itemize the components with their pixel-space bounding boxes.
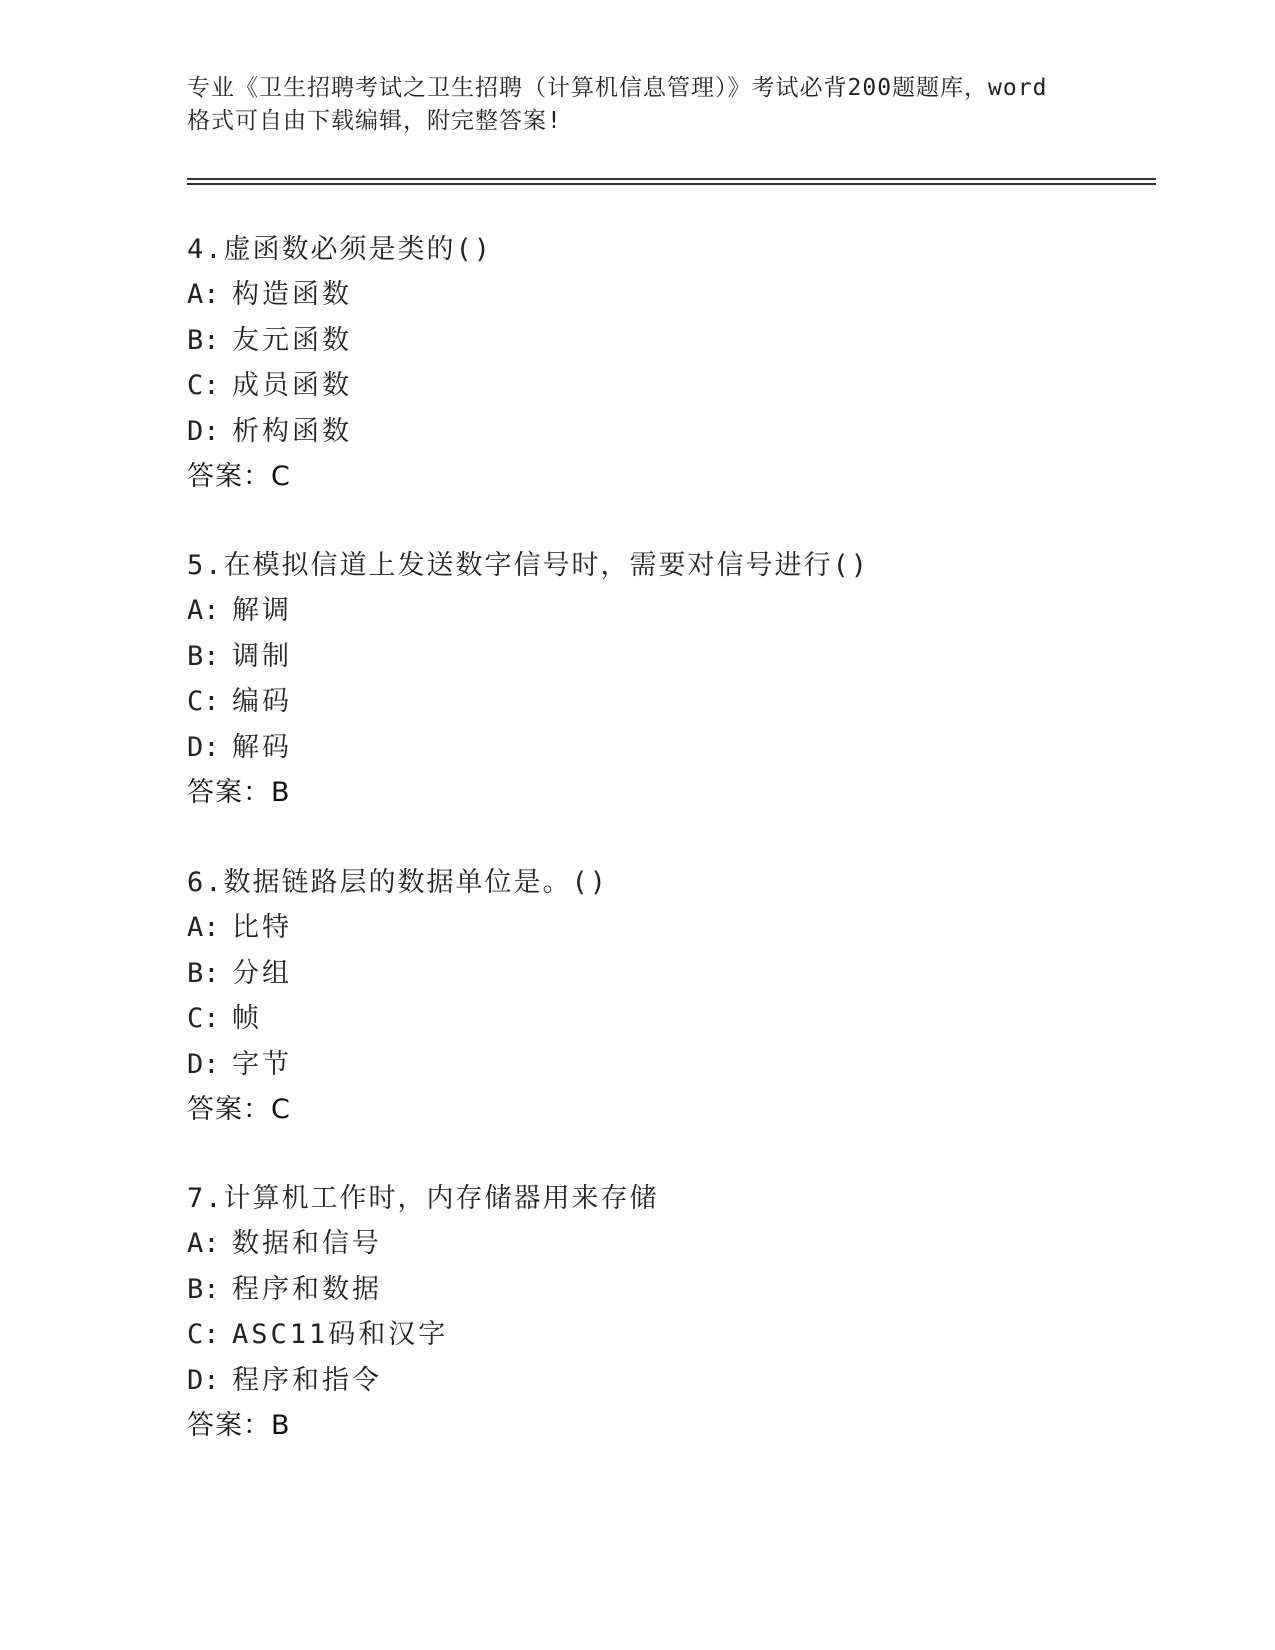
option-a — [187, 910, 1147, 956]
question-title: 7.计算机工作时，内存储器用来存储 — [187, 1183, 659, 1214]
option-text: 程序和数据 — [232, 1273, 382, 1305]
option-b — [187, 639, 1147, 685]
option-key: D: — [187, 415, 220, 447]
question-item — [187, 1181, 1147, 1443]
option-d — [187, 1363, 1147, 1409]
answer-line: 答案：B — [187, 1410, 291, 1441]
question-title: 4.虚函数必须是类的() — [187, 234, 493, 265]
option-b — [187, 956, 1147, 1002]
option-text: 分组 — [232, 957, 292, 989]
option-key: C: — [187, 1319, 220, 1350]
option-c — [187, 1001, 1147, 1047]
question-title: 6.数据链路层的数据单位是。() — [187, 867, 609, 898]
option-text: 构造函数 — [232, 279, 352, 310]
option-b — [187, 323, 1147, 369]
option-a — [187, 277, 1147, 323]
option-d — [187, 414, 1147, 460]
option-d — [187, 730, 1147, 776]
option-key: C: — [187, 686, 220, 717]
answer-line: 答案：C — [187, 461, 291, 492]
option-c — [187, 1317, 1147, 1363]
header-divider-bottom — [187, 183, 1156, 185]
option-text: 解码 — [232, 731, 292, 763]
option-text: 析构函数 — [232, 415, 352, 447]
option-key: D: — [187, 731, 220, 763]
option-key: A: — [187, 1228, 220, 1259]
option-text: 编码 — [232, 686, 292, 717]
option-text: 解调 — [232, 595, 292, 626]
option-text: 成员函数 — [232, 370, 352, 401]
header-line-1: 专业《卫生招聘考试之卫生招聘（计算机信息管理）》考试必背200题题库，word — [187, 75, 1048, 101]
option-text: 友元函数 — [232, 324, 352, 356]
header-divider-top — [187, 178, 1156, 180]
option-key: B: — [187, 640, 220, 672]
header-line-2: 格式可自由下载编辑，附完整答案! — [187, 108, 562, 134]
option-key: B: — [187, 324, 220, 356]
option-key: D: — [187, 1048, 220, 1080]
option-b — [187, 1272, 1147, 1318]
answer-line: 答案：C — [187, 1094, 291, 1125]
option-key: C: — [187, 1003, 220, 1034]
option-text: 比特 — [232, 912, 292, 943]
option-text: 数据和信号 — [232, 1228, 382, 1259]
question-item — [187, 232, 1147, 494]
option-key: A: — [187, 912, 220, 943]
option-key: D: — [187, 1364, 220, 1396]
option-text: ASC11码和汉字 — [232, 1319, 449, 1350]
question-item — [187, 548, 1147, 810]
option-text: 调制 — [232, 640, 292, 672]
option-text: 帧 — [232, 1003, 262, 1034]
option-key: A: — [187, 595, 220, 626]
option-d — [187, 1047, 1147, 1093]
option-a — [187, 1226, 1147, 1272]
option-a — [187, 593, 1147, 639]
option-c — [187, 684, 1147, 730]
question-title: 5.在模拟信道上发送数字信号时，需要对信号进行() — [187, 550, 870, 581]
document-header — [187, 72, 1087, 138]
option-text: 程序和指令 — [232, 1364, 382, 1396]
answer-line: 答案：B — [187, 777, 291, 808]
option-key: A: — [187, 279, 220, 310]
option-key: B: — [187, 957, 220, 989]
option-c — [187, 368, 1147, 414]
option-key: B: — [187, 1273, 220, 1305]
option-text: 字节 — [232, 1048, 292, 1080]
question-item — [187, 865, 1147, 1127]
option-key: C: — [187, 370, 220, 401]
